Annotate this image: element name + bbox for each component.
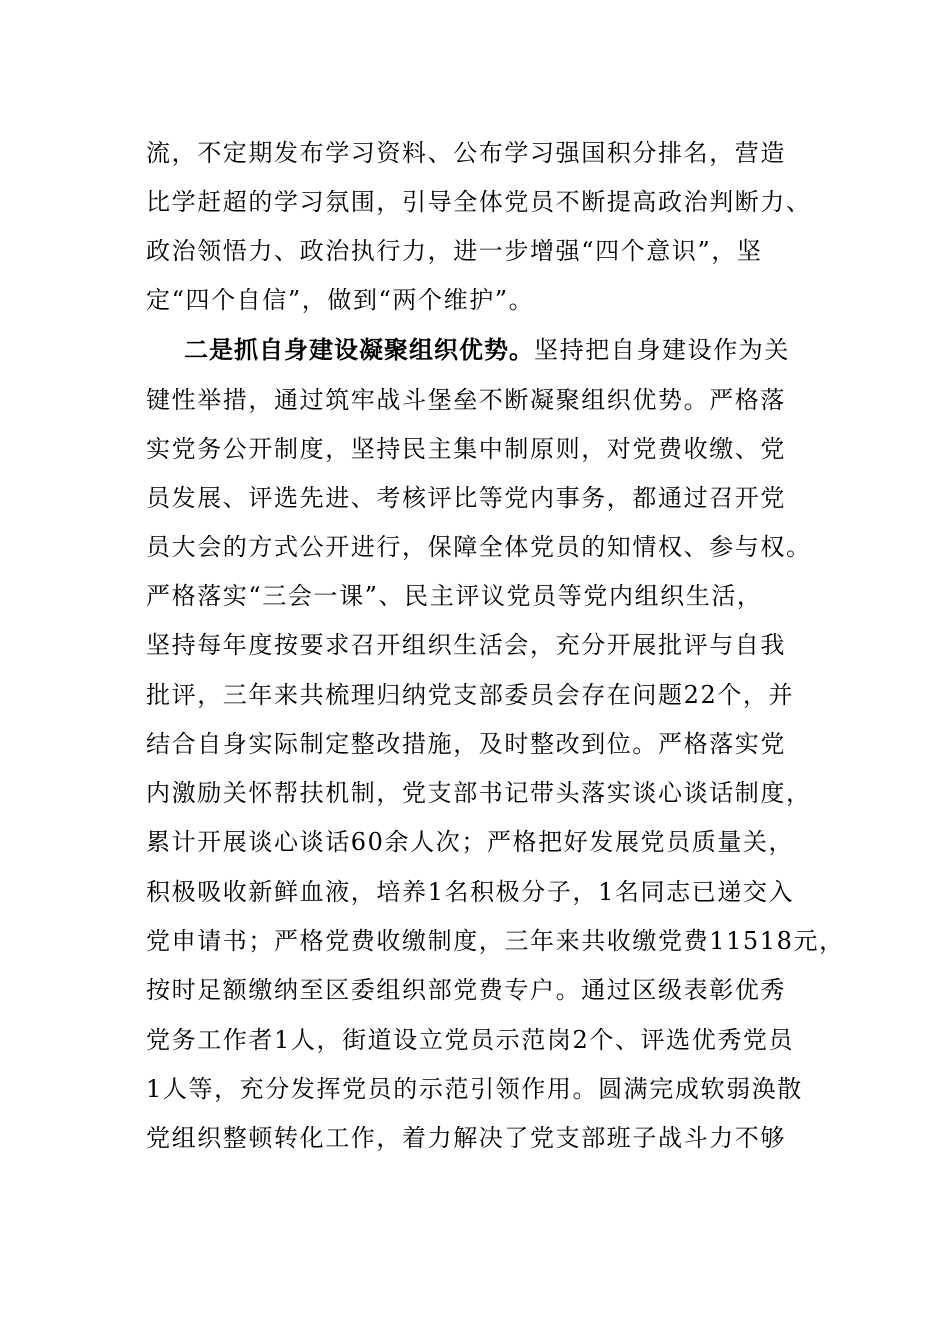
text-line: 内激励关怀帮扶机制，党支部书记带头落实谈心谈话制度， [146, 779, 812, 807]
text-line: 按时足额缴纳至区委组织部党费专户。通过区级表彰优秀 [146, 976, 786, 1004]
section-heading-continuation: 坚持把自身建设作为关 [534, 336, 790, 364]
text-line: 政治领悟力、政治执行力，进一步增强“四个意识”，坚 [146, 237, 763, 265]
text-line: 党务工作者1人，街道设立党员示范岗2个、评选优秀党员 [146, 1026, 795, 1054]
text-line: 党申请书；严格党费收缴制度，三年来共收缴党费11518元， [146, 927, 845, 955]
text-line: 键性举措，通过筑牢战斗堡垒不断凝聚组织优势。严格落 [146, 386, 786, 414]
text-line: 累计开展谈心谈话60余人次；严格把好发展党员质量关， [146, 828, 795, 856]
text-line: 实党务公开制度，坚持民主集中制原则，对党费收缴、党 [146, 435, 786, 463]
text-line: 严格落实“三会一课”、民主评议党员等党内组织生活， [146, 582, 763, 610]
text-line: 流，不定期发布学习资料、公布学习强国积分排名，营造 [146, 139, 786, 167]
text-line: 定“四个自信”，做到“两个维护”。 [146, 286, 535, 314]
section-heading-line [184, 330, 790, 370]
section-heading: 二是抓自身建设凝聚组织优势。 [184, 336, 534, 364]
text-line: 1人等，充分发挥党员的示范引领作用。圆满完成软弱涣散 [146, 1075, 803, 1103]
text-line: 积极吸收新鲜血液，培养1名积极分子，1名同志已递交入 [146, 878, 795, 906]
text-line: 员大会的方式公开进行，保障全体党员的知情权、参与权。 [146, 533, 812, 561]
text-line: 比学赶超的学习氛围，引导全体党员不断提高政治判断力、 [146, 188, 812, 216]
text-line: 党组织整顿转化工作，着力解决了党支部班子战斗力不够 [146, 1124, 786, 1152]
text-line: 批评，三年来共梳理归纳党支部委员会存在问题22个，并 [146, 681, 795, 709]
text-line: 结合自身实际制定整改措施，及时整改到位。严格落实党 [146, 730, 786, 758]
text-line: 员发展、评选先进、考核评比等党内事务，都通过召开党 [146, 484, 786, 512]
text-line: 坚持每年度按要求召开组织生活会，充分开展批评与自我 [146, 631, 786, 659]
